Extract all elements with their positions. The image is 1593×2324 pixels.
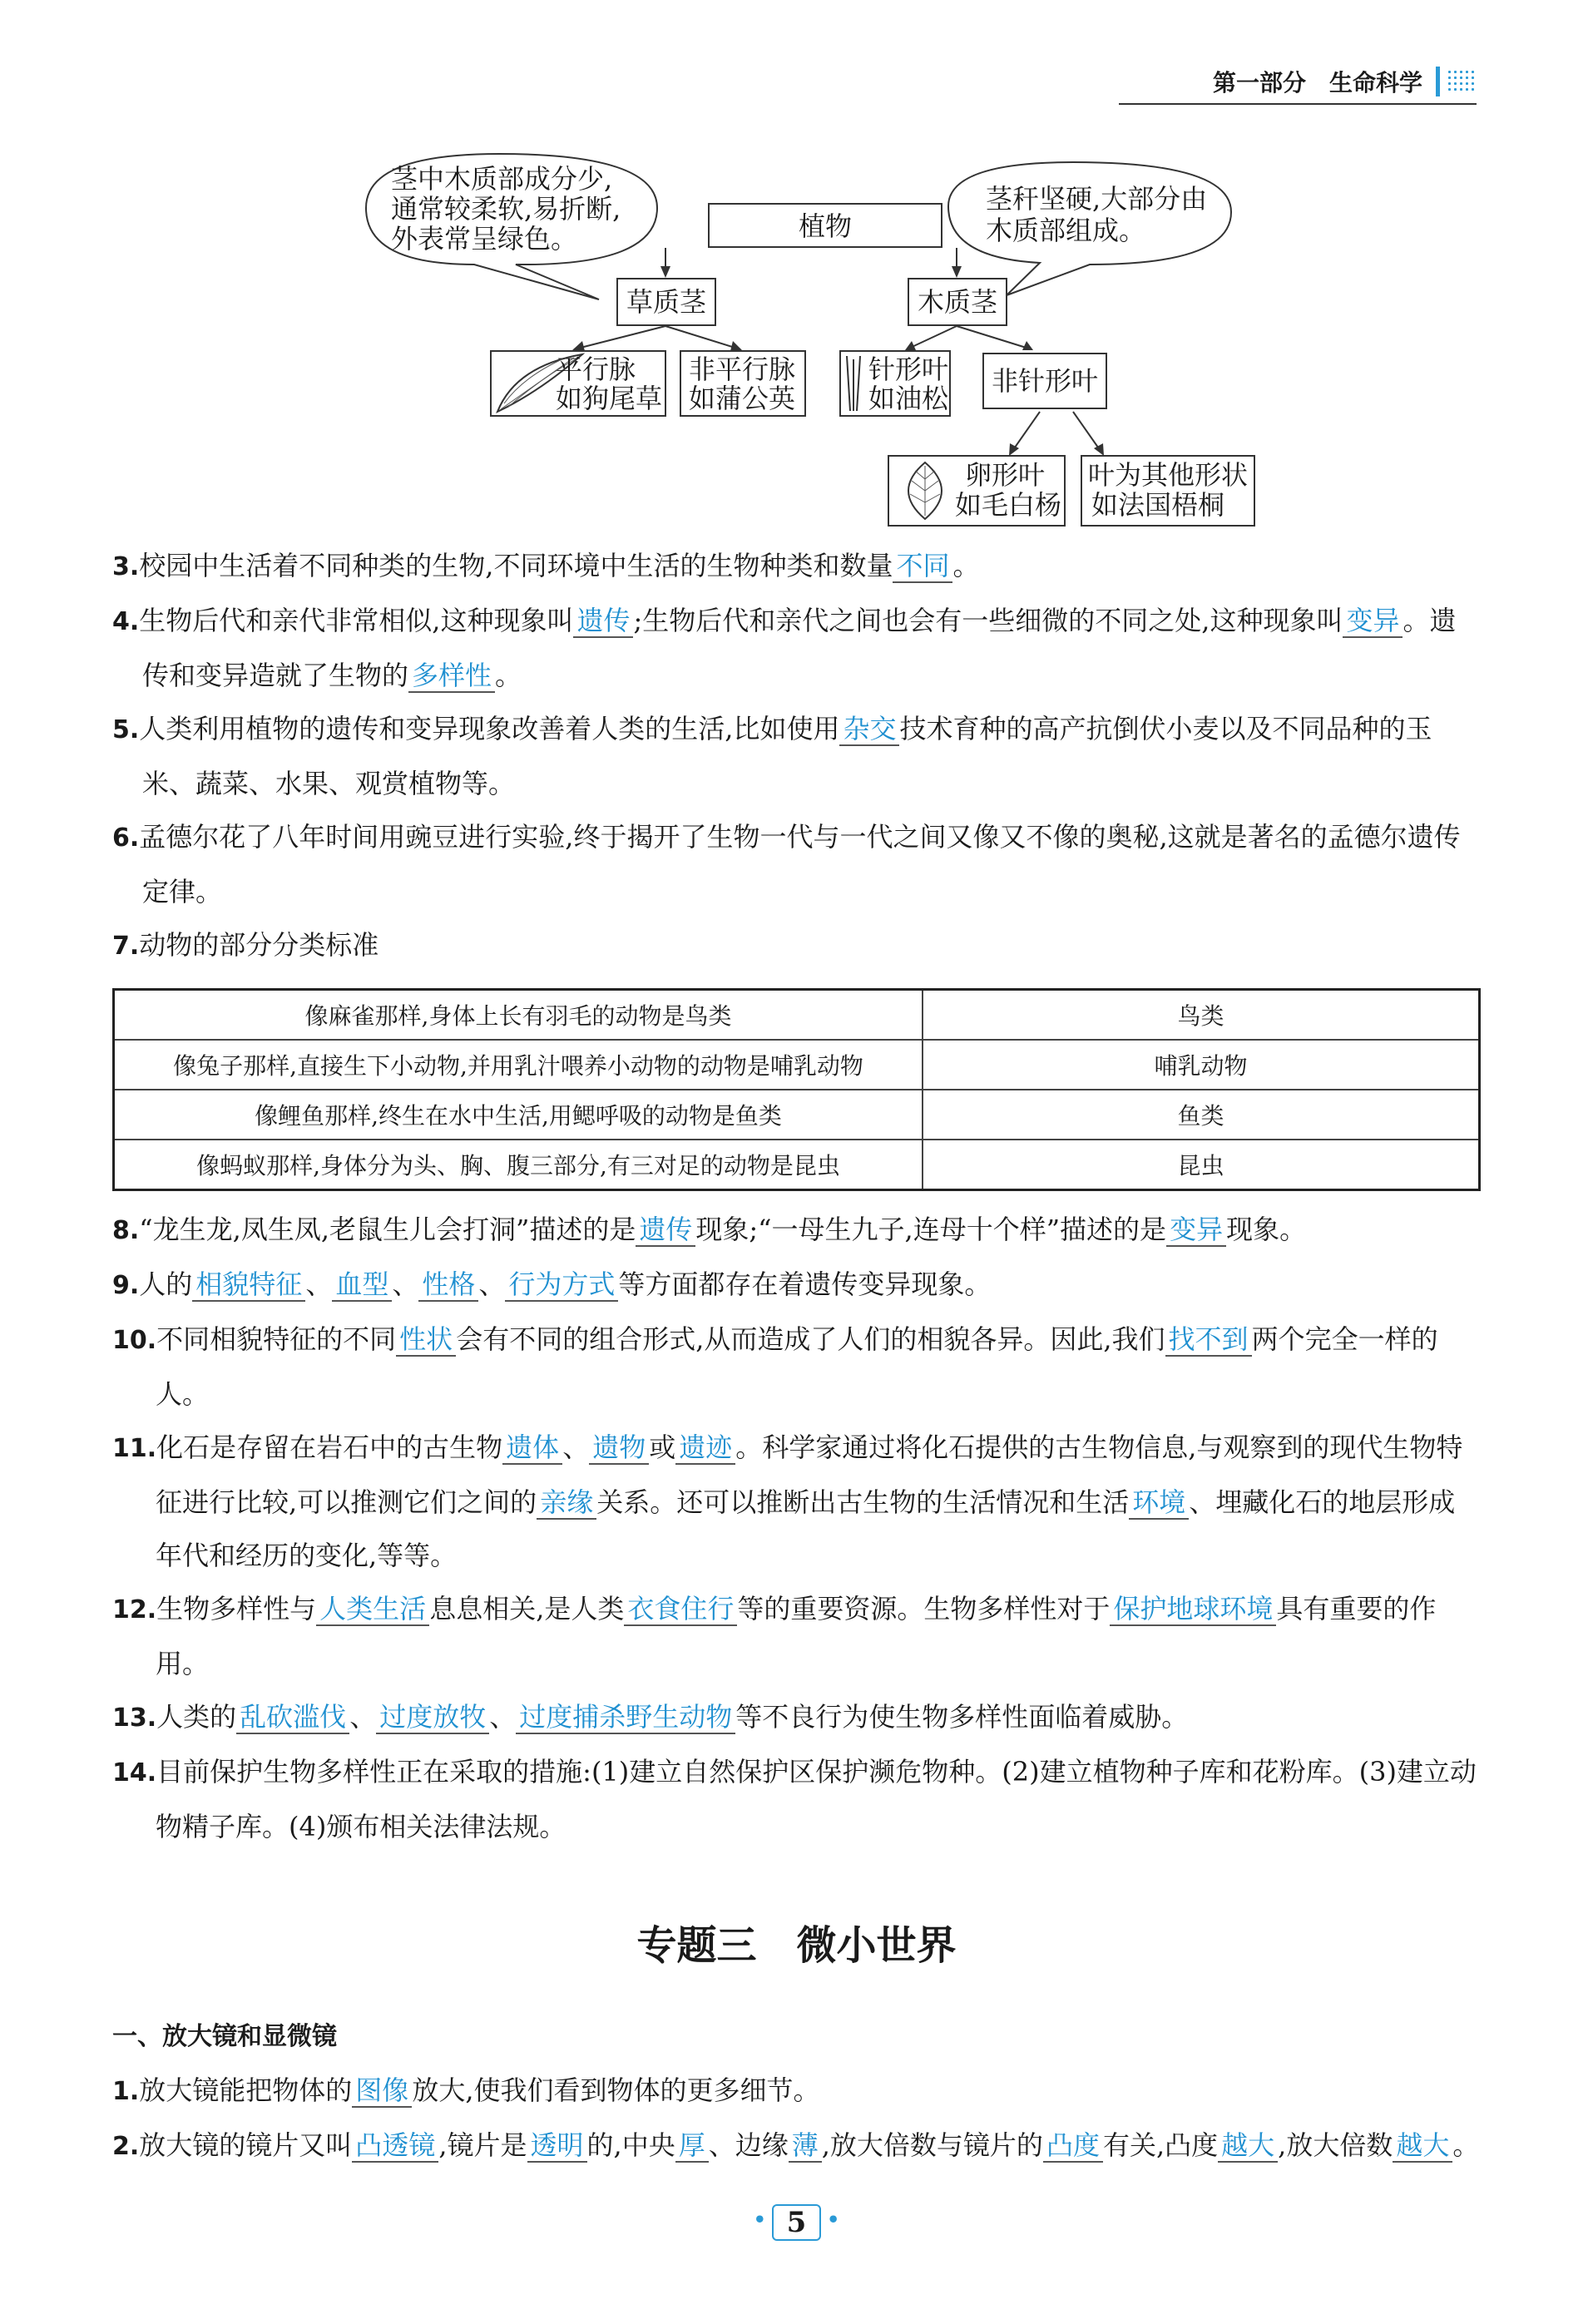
node-plant-label: 植物	[798, 210, 853, 242]
answer-blank: 厚	[675, 2129, 709, 2163]
header-section-title: 第一部分 生命科学	[1212, 69, 1422, 96]
node-parallel-vein	[491, 351, 665, 416]
answer-blank: 越大	[1393, 2129, 1452, 2163]
bubble-right	[948, 162, 1231, 295]
item-9: 9.人的 相貌特征 、 血型 、 性格 、 行为方式 等方面都存在着遗传变异现象。	[112, 1268, 992, 1300]
node-parallel-example: 如狗尾草	[556, 383, 663, 414]
answer-blank: 性格	[418, 1268, 478, 1302]
topic3-item-2: 2.放大镜的镜片又叫 凸透镜 ,镜片是 透明 的,中央 厚 、边缘 薄 ,放大倍数与镜片的 凸度 有关,凸度 越大 ,放大倍数 越大 。	[112, 2129, 1480, 2161]
animal-classification-table	[112, 988, 1481, 1191]
answer-blank: 遗物	[589, 1431, 649, 1465]
answer-blank: 不同	[893, 550, 952, 583]
node-nonparallel-vein	[680, 351, 805, 416]
node-needle-leaf	[840, 351, 950, 416]
bubble-right-line1: 茎秆坚硬,大部分由	[986, 183, 1208, 215]
answer-blank: 杂交	[839, 713, 899, 746]
answer-blank: 衣食住行	[624, 1593, 737, 1626]
node-nonneedle-label: 非针形叶	[991, 365, 1099, 397]
table-cell-desc: 像鲤鱼那样,终生在水中生活,用鳃呼吸的动物是鱼类	[114, 1090, 923, 1140]
table-row	[114, 1040, 1480, 1090]
node-parallel-label: 平行脉	[556, 354, 636, 385]
answer-blank: 凸度	[1043, 2129, 1103, 2163]
answer-blank: 变异	[1166, 1214, 1226, 1247]
main-content	[112, 539, 1481, 2173]
answer-blank: 环境	[1129, 1486, 1189, 1520]
answer-blank: 过度捕杀野生动物	[516, 1701, 735, 1734]
node-plant	[709, 204, 942, 247]
table-cell-desc: 像兔子那样,直接生下小动物,并用乳汁喂养小动物的动物是哺乳动物	[114, 1040, 923, 1090]
answer-blank: 行为方式	[505, 1268, 618, 1302]
item-5: 5.人类利用植物的遗传和变异现象改善着人类的生活,比如使用 杂交 技术育种的高产抗倒伏小麦以及不同品种的玉米、蔬菜、水果、观赏植物等。	[112, 713, 1432, 799]
bubble-left-line1: 茎中木质部成分少,	[391, 163, 613, 195]
node-needle-label: 针形叶	[868, 354, 949, 385]
answer-blank: 人类生活	[316, 1593, 429, 1626]
answer-blank: 亲缘	[537, 1486, 596, 1520]
node-other-leaf	[1081, 456, 1254, 526]
table-cell-class: 鱼类	[923, 1090, 1480, 1140]
node-nonneedle-leaf	[983, 354, 1106, 408]
answer-blank: 多样性	[408, 660, 495, 693]
item-8: 8.“龙生龙,凤生凤,老鼠生儿会打洞”描述的是 遗传 现象;“一母生九子,连母十个样”描述的是 变异 现象。	[112, 1214, 1307, 1245]
topic-title: 专题三 微小世界	[636, 1922, 957, 1969]
item-7: 7.动物的部分分类标准	[112, 929, 379, 961]
item-11: 11.化石是存留在岩石中的古生物 遗体 、 遗物 或 遗迹 。科学家通过将化石提供的古生物信息,与观察到的现代生物特征进行比较,可以推测它们之间的 亲缘 关系。还可以推断出古生物的生活情况和生活 环境 、埋藏化石的地层形成年代和经历的变化,等等。	[112, 1431, 1463, 1571]
answer-blank: 遗传	[573, 605, 633, 638]
bubble-left-line3: 外表常呈绿色。	[391, 223, 578, 255]
table-cell-class: 哺乳动物	[923, 1040, 1480, 1090]
answer-blank: 过度放牧	[376, 1701, 489, 1734]
answer-blank: 遗传	[636, 1214, 695, 1247]
table-row	[114, 1140, 1480, 1190]
answer-blank: 透明	[527, 2129, 587, 2163]
answer-blank: 乱砍滥伐	[236, 1701, 349, 1734]
node-woody-label: 木质茎	[917, 286, 998, 318]
answer-blank: 保护地球环境	[1110, 1593, 1276, 1626]
answer-blank: 越大	[1218, 2129, 1278, 2163]
answer-blank: 血型	[332, 1268, 392, 1302]
node-other-label: 叶为其他形状	[1088, 459, 1249, 491]
table-cell-class: 昆虫	[923, 1140, 1480, 1190]
answer-blank: 遗迹	[675, 1431, 735, 1465]
page-number-footer	[0, 2204, 1593, 2241]
item-4: 4.生物后代和亲代非常相似,这种现象叫 遗传 ;生物后代和亲代之间也会有一些细微的不同之处,这种现象叫 变异 。遗传和变异造就了生物的 多样性 。	[112, 605, 1457, 691]
node-ovate-label: 卵形叶	[965, 459, 1046, 491]
node-needle-example: 如油松	[868, 383, 949, 414]
topic3-item-1: 1.放大镜能把物体的 图像 放大,使我们看到物体的更多细节。	[112, 2074, 820, 2106]
node-woody	[908, 279, 1007, 325]
answer-blank: 遗体	[502, 1431, 562, 1465]
bubble-left-line2: 通常较柔软,易折断,	[391, 193, 621, 225]
table-row	[114, 990, 1480, 1041]
item-12: 12.生物多样性与 人类生活 息息相关,是人类 衣食住行 等的重要资源。生物多样性对于 保护地球环境 具有重要的作用。	[112, 1593, 1437, 1679]
node-nonparallel-example: 如蒲公英	[689, 383, 796, 414]
item-13: 13.人类的 乱砍滥伐 、 过度放牧 、 过度捕杀野生动物 等不良行为使生物多样性面临着威胁。	[112, 1701, 1189, 1733]
answer-blank: 性状	[396, 1323, 456, 1357]
page-number: • 5 •	[772, 2204, 822, 2241]
node-herb	[617, 279, 715, 325]
table-row	[114, 1090, 1480, 1140]
node-nonparallel-label: 非平行脉	[689, 354, 796, 385]
item-6: 6.孟德尔花了八年时间用豌豆进行实验,终于揭开了生物一代与一代之间又像又不像的奥秘,这就是著名的孟德尔遗传定律。	[112, 821, 1461, 907]
answer-blank: 薄	[789, 2129, 822, 2163]
answer-blank: 变异	[1343, 605, 1403, 638]
plant-classification-diagram	[0, 0, 1593, 549]
answer-blank: 找不到	[1165, 1323, 1252, 1357]
node-ovate-leaf	[888, 456, 1065, 526]
node-ovate-example: 如毛白杨	[955, 489, 1062, 521]
bubble-right-line2: 木质部组成。	[986, 215, 1146, 246]
answer-blank: 凸透镜	[352, 2129, 438, 2163]
table-cell-desc: 像麻雀那样,身体上长有羽毛的动物是鸟类	[114, 990, 923, 1041]
item-3: 3.校园中生活着不同种类的生物,不同环境中生活的生物种类和数量 不同 。	[112, 550, 980, 581]
node-other-example: 如法国梧桐	[1091, 489, 1225, 521]
table-cell-desc: 像蚂蚁那样,身体分为头、胸、腹三部分,有三对足的动物是昆虫	[114, 1140, 923, 1190]
item-10: 10.不同相貌特征的不同 性状 会有不同的组合形式,从而造成了人们的相貌各异。因此,我们 找不到 两个完全一样的人。	[112, 1323, 1438, 1410]
section-title: 一、放大镜和显微镜	[112, 2022, 337, 2051]
node-herb-label: 草质茎	[626, 286, 707, 318]
bubble-left	[366, 154, 657, 299]
table-cell-class: 鸟类	[923, 990, 1480, 1041]
answer-blank: 图像	[352, 2074, 412, 2108]
item-14: 14.目前保护生物多样性正在采取的措施:(1)建立自然保护区保护濒危物种。(2)建立植物种子库和花粉库。(3)建立动物精子库。(4)颁布相关法律法规。	[112, 1756, 1477, 1842]
answer-blank: 相貌特征	[192, 1268, 305, 1302]
